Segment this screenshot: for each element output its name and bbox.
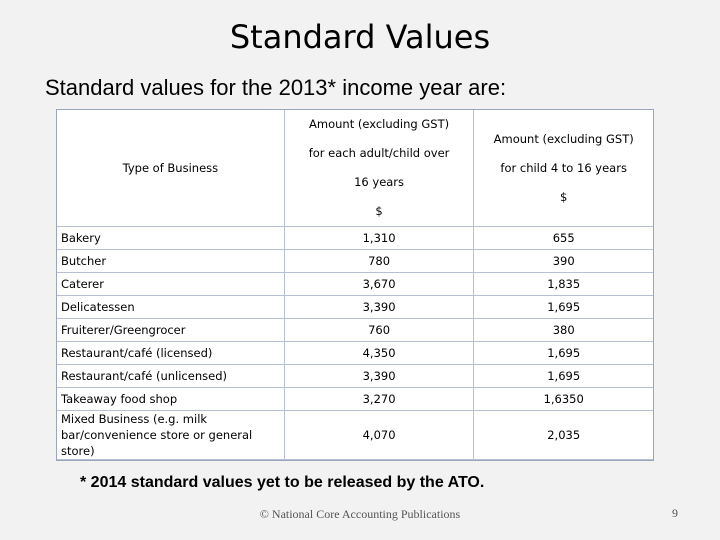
cell-type: Restaurant/café (licensed) <box>57 342 284 365</box>
cell-child: 655 <box>474 227 653 250</box>
cell-type: Takeaway food shop <box>57 388 284 411</box>
cell-type: Delicatessen <box>57 296 284 319</box>
header-child-line-1: Amount (excluding GST) <box>493 131 634 146</box>
cell-adult: 3,390 <box>284 365 474 388</box>
cell-child: 390 <box>474 250 653 273</box>
cell-type: Butcher <box>57 250 284 273</box>
header-type-of-business: Type of Business <box>57 110 284 227</box>
header-child-amount <box>474 110 653 227</box>
cell-type: Restaurant/café (unlicensed) <box>57 365 284 388</box>
cell-type: Bakery <box>57 227 284 250</box>
cell-adult: 780 <box>284 250 474 273</box>
table-header-row <box>57 110 653 227</box>
cell-child: 1,835 <box>474 273 653 296</box>
table-row <box>57 388 653 411</box>
cell-child: 1,6350 <box>474 388 653 411</box>
cell-child: 1,695 <box>474 296 653 319</box>
cell-type: Caterer <box>57 273 284 296</box>
header-adult-line-4: $ <box>375 204 383 218</box>
header-child-line-3: $ <box>560 189 568 204</box>
table-row <box>57 273 653 296</box>
header-adult-amount <box>284 110 474 227</box>
cell-adult: 3,270 <box>284 388 474 411</box>
cell-child: 1,695 <box>474 365 653 388</box>
cell-adult: 4,070 <box>284 411 474 460</box>
footnote: * 2014 standard values yet to be released by the ATO. <box>80 474 485 491</box>
page-number: 9 <box>672 506 678 520</box>
slide-subtitle: Standard values for the 2013* income year are: <box>45 75 507 100</box>
table-row <box>57 227 653 250</box>
cell-child: 380 <box>474 319 653 342</box>
header-child-line-2: for child 4 to 16 years <box>500 160 627 175</box>
cell-adult: 3,670 <box>284 273 474 296</box>
cell-adult: 4,350 <box>284 342 474 365</box>
table-row <box>57 296 653 319</box>
copyright-notice: © National Core Accounting Publications <box>259 507 461 521</box>
header-adult-line-1: Amount (excluding GST) <box>309 117 450 131</box>
slide-title: Standard Values <box>229 18 491 56</box>
header-adult-line-3: 16 years <box>354 175 405 189</box>
table-row <box>57 319 653 342</box>
cell-child: 2,035 <box>474 411 653 460</box>
header-adult-line-2: for each adult/child over <box>308 146 450 160</box>
table-row <box>57 411 653 460</box>
cell-adult: 3,390 <box>284 296 474 319</box>
cell-adult: 760 <box>284 319 474 342</box>
table-row <box>57 250 653 273</box>
cell-type: Fruiterer/Greengrocer <box>57 319 284 342</box>
cell-type: Mixed Business (e.g. milk bar/convenience store or general store) <box>57 411 284 460</box>
cell-adult: 1,310 <box>284 227 474 250</box>
table-row <box>57 365 653 388</box>
standard-values-table <box>56 109 654 461</box>
table-row <box>57 342 653 365</box>
cell-child: 1,695 <box>474 342 653 365</box>
